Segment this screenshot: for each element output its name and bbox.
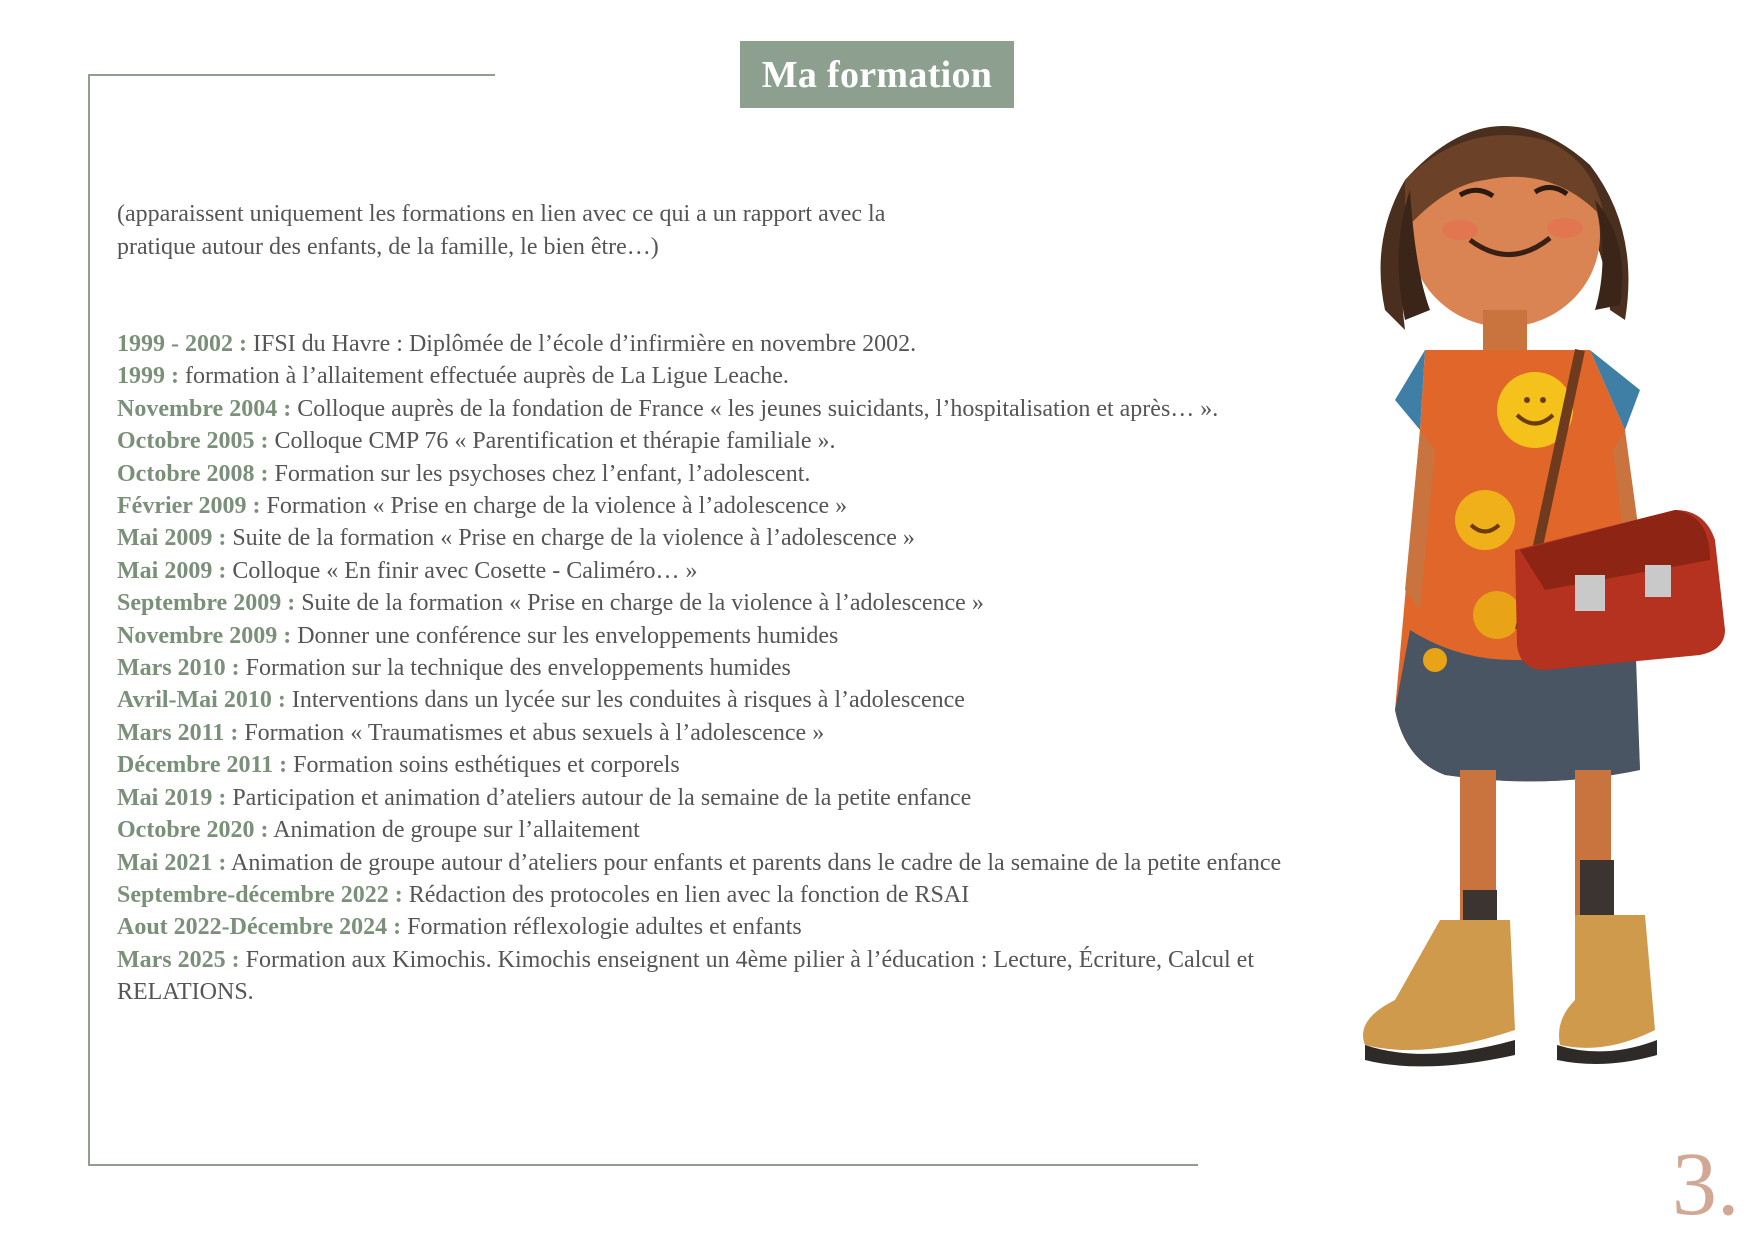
entry-text: Formation soins esthétiques et corporels bbox=[287, 752, 680, 779]
list-item bbox=[117, 944, 1267, 1009]
entry-date: Mai 2009 : bbox=[117, 525, 227, 552]
entry-date: Février 2009 : bbox=[117, 493, 261, 520]
entry-date: Mars 2025 : bbox=[117, 946, 240, 973]
entry-date: Aout 2022-Décembre 2024 : bbox=[117, 914, 402, 941]
entry-date: Septembre-décembre 2022 : bbox=[117, 881, 403, 908]
entry-text: Colloque auprès de la fondation de France « les jeunes suicidants, l’hospitalisation et après… ». bbox=[291, 395, 1219, 422]
entry-text: Formation aux Kimochis. Kimochis enseignent un 4ème pilier à l’éducation : Lecture, Écriture, Calcul et RELATIONS. bbox=[117, 946, 1255, 1006]
entry-text: Participation et animation d’ateliers autour de la semaine de la petite enfance bbox=[226, 784, 972, 811]
entry-date: Mars 2011 : bbox=[117, 719, 239, 746]
list-item bbox=[117, 749, 1387, 781]
entry-text: formation à l’allaitement effectuée auprès de La Ligue Leache. bbox=[179, 363, 789, 390]
list-item bbox=[117, 814, 1387, 846]
list-item bbox=[117, 555, 1387, 587]
entry-text: Rédaction des protocoles en lien avec la fonction de RSAI bbox=[402, 881, 970, 908]
list-item bbox=[117, 847, 1387, 879]
frame-left-line bbox=[88, 74, 90, 1166]
entry-text: Formation sur les psychoses chez l’enfant, l’adolescent. bbox=[268, 460, 811, 487]
list-item bbox=[117, 587, 1387, 619]
list-item bbox=[117, 360, 1387, 392]
entry-text: Colloque CMP 76 « Parentification et thérapie familiale ». bbox=[268, 428, 836, 455]
entry-text: Formation réflexologie adultes et enfants bbox=[401, 914, 802, 941]
list-item bbox=[117, 425, 1387, 457]
entry-date: Octobre 2008 : bbox=[117, 460, 269, 487]
intro-note: (apparaissent uniquement les formations en lien avec ce qui a un rapport avec la pratique autour des enfants, de la famille, le bien être…) bbox=[117, 201, 886, 260]
entry-text: Suite de la formation « Prise en charge de la violence à l’adolescence » bbox=[295, 590, 984, 617]
entry-date: Mai 2021 : bbox=[117, 849, 227, 876]
entry-date: Mai 2019 : bbox=[117, 784, 227, 811]
list-item bbox=[117, 328, 1387, 360]
entry-date: Mai 2009 : bbox=[117, 557, 227, 584]
frame-top-line bbox=[88, 74, 495, 76]
page-title: Ma formation bbox=[761, 53, 993, 96]
entry-date: Septembre 2009 : bbox=[117, 590, 296, 617]
entry-text: Donner une conférence sur les enveloppements humides bbox=[291, 622, 839, 649]
list-item bbox=[117, 717, 1387, 749]
entry-text: Formation sur la technique des enveloppements humides bbox=[239, 655, 791, 682]
entry-date: Novembre 2004 : bbox=[117, 395, 292, 422]
list-item bbox=[117, 393, 1387, 425]
entry-text: Animation de groupe autour d’ateliers pour enfants et parents dans le cadre de la semaine de la petite enfance bbox=[226, 849, 1282, 876]
entry-text: IFSI du Havre : Diplômée de l’école d’infirmière en novembre 2002. bbox=[246, 331, 917, 357]
entry-text: Formation « Prise en charge de la violence à l’adolescence » bbox=[260, 493, 848, 520]
entry-text: Animation de groupe sur l’allaitement bbox=[268, 817, 640, 844]
list-item bbox=[117, 879, 1387, 911]
page-number: 3. bbox=[1672, 1135, 1740, 1234]
entry-date: Octobre 2020 : bbox=[117, 817, 269, 844]
list-item bbox=[117, 458, 1387, 490]
entry-date: Octobre 2005 : bbox=[117, 428, 269, 455]
entry-date: Mars 2010 : bbox=[117, 655, 240, 682]
entry-date: Novembre 2009 : bbox=[117, 622, 292, 649]
frame-bottom-line bbox=[88, 1164, 1198, 1166]
entry-date: 1999 : bbox=[117, 363, 179, 390]
entry-text: Colloque « En finir avec Cosette - Caliméro… » bbox=[226, 557, 698, 584]
entry-date: Décembre 2011 : bbox=[117, 752, 288, 779]
entry-text: Suite de la formation « Prise en charge de la violence à l’adolescence » bbox=[226, 525, 915, 552]
entry-date: Avril-Mai 2010 : bbox=[117, 687, 286, 714]
title-banner bbox=[740, 41, 1014, 108]
list-item bbox=[117, 911, 1387, 943]
list-item bbox=[117, 684, 1387, 716]
list-item bbox=[117, 782, 1387, 814]
training-list bbox=[117, 328, 1387, 1009]
list-item bbox=[117, 522, 1387, 554]
girl-illustration bbox=[1245, 70, 1753, 1200]
entry-date: 1999 - 2002 : bbox=[117, 331, 247, 357]
entry-text: Interventions dans un lycée sur les conduites à risques à l’adolescence bbox=[285, 687, 965, 714]
list-item bbox=[117, 490, 1387, 522]
entry-text: Formation « Traumatismes et abus sexuels à l’adolescence » bbox=[238, 719, 825, 746]
list-item bbox=[117, 652, 1387, 684]
list-item bbox=[117, 620, 1387, 652]
